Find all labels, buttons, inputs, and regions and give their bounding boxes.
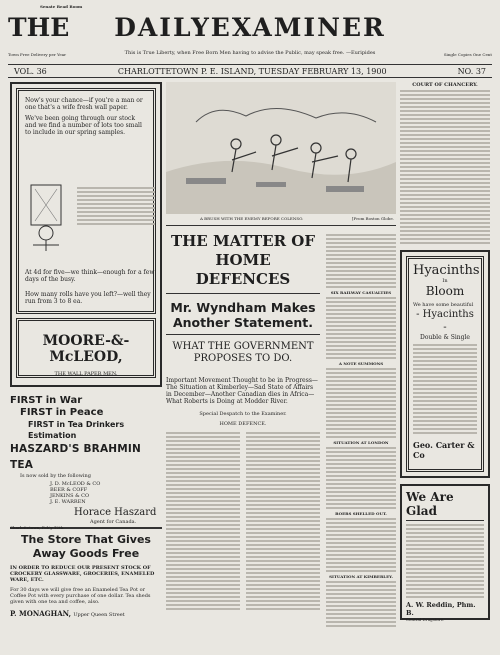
tea-agent-role: Agent for Canada. xyxy=(90,519,137,525)
tea-dealer: J. D. McLEOD & CO xyxy=(50,481,101,487)
tea-brand: HASZARD'S BRAHMIN TEA xyxy=(10,443,141,471)
main-summary: Important Movement Thought to be in Progress—The Situation at Kimberley—Sad State of Affairs in December—Another Canadian dies in Africa—What Roberts is Doing at Modder River. xyxy=(166,377,318,405)
hyacinths-ad xyxy=(400,250,490,478)
moore-mcleod-name-panel xyxy=(16,318,156,378)
glad-title: We Are Glad xyxy=(406,490,484,521)
masthead-motto: This is True Liberty, when Free Born Men having to advise the Public, may speak free. —Euripides xyxy=(124,50,376,56)
hyacinths-name: - Hyacinths - xyxy=(416,309,474,333)
store-owner: P. MONAGHAN, xyxy=(10,609,72,618)
news-heading-3: SITUATION AT LONDON xyxy=(333,440,389,445)
news-heading-4: BOERS SHELLED OUT. xyxy=(335,511,387,516)
ad-offer: At 4d for five—we think—enough for a few days of the busy. xyxy=(25,269,155,283)
wallpaper-panel xyxy=(16,88,156,314)
illustration-credit: [From Boston Globe. xyxy=(351,216,394,221)
store-signature xyxy=(10,609,162,618)
main-body-columns xyxy=(166,430,320,612)
moore-mcleod-ad xyxy=(10,82,162,387)
main-story xyxy=(166,232,320,612)
hyacinths-title: Hyacinths xyxy=(413,263,480,278)
dateline xyxy=(8,64,492,78)
ad-firm-tagline: THE WALL PAPER MEN. xyxy=(54,371,118,377)
tea-dealer: BEER & COFF xyxy=(50,487,88,493)
subscription-note: Town Free Delivery per Year xyxy=(8,52,67,57)
hyacinths-in: In xyxy=(442,278,448,284)
ad-how: How many rolls have you left?—well they run from 3 to 8 ea. xyxy=(25,291,151,305)
masthead-the: THE xyxy=(8,13,70,42)
tea-dealer: J. E. WARREN xyxy=(50,499,86,505)
hyacinths-text xyxy=(413,344,477,434)
ad-intro: Now's your chance—if you're a man or one that's a wife fresh wall paper. xyxy=(25,97,143,111)
motto-attribution: Euripides xyxy=(350,50,376,56)
store-headline-2: Away Goods Free xyxy=(32,547,140,560)
paper-hanger-illustration xyxy=(23,183,71,253)
monaghan-store-ad xyxy=(10,527,162,655)
glad-role: Central Drugstore. xyxy=(406,617,445,622)
news-heading-5: SITUATION AT KIMBERLEY. xyxy=(329,574,393,579)
illustration-caption: A BRUSH WITH THE ENEMY BEFORE COLENSO. xyxy=(200,216,304,221)
news-text-a xyxy=(326,234,396,288)
section-home-defence: HOME DEFENCE. xyxy=(219,421,267,427)
tea-agent: Horace Haszard xyxy=(74,507,157,518)
left-column xyxy=(10,82,162,655)
tea-sold-by: Is now sold by the following xyxy=(20,473,91,479)
hyacinths-bloom: Bloom xyxy=(425,284,465,298)
motto-text: This is True Liberty, when Free Born Men having to advise the Public, may speak free. xyxy=(124,50,345,56)
court-of-chancery-heading: COURT OF CHANCERY. xyxy=(412,82,478,88)
city: CHARLOTTETOWN P. E. ISLAND, xyxy=(117,66,257,76)
news-heading-2: A NOTE SUMMONS xyxy=(338,361,384,366)
body-column-2 xyxy=(246,430,320,612)
news-text-c xyxy=(326,368,396,438)
hyacinths-inner-frame xyxy=(406,256,484,472)
hyacinths-style: Double & Single xyxy=(420,334,470,341)
issue-number: NO. 37 xyxy=(457,66,486,76)
news-heading-1: SIX RAILWAY CASUALTIES xyxy=(330,290,392,295)
ad-body: We've been going through our stock and we find a number of lots too small to include in our spring samples. xyxy=(25,115,142,136)
hyacinths-pitch: We have some beautiful xyxy=(413,302,474,308)
dateline-place xyxy=(118,67,387,76)
main-headline: THE MATTER OF HOME DEFENCES xyxy=(166,232,320,294)
issue-date: TUESDAY FEBRUARY 13, 1900 xyxy=(258,66,387,76)
ad-firm-name: MOORE-&-McLEOD, xyxy=(42,333,130,365)
store-address: Upper Queen Street xyxy=(73,612,125,618)
news-text-f xyxy=(326,581,396,627)
battle-illustration xyxy=(166,82,396,214)
tea-line-1: FIRST in War xyxy=(10,395,83,406)
right-column xyxy=(400,82,490,620)
tea-dealer: JENKINS & CO xyxy=(50,493,90,499)
tea-line-2: FIRST in Peace xyxy=(20,407,104,418)
center-columns xyxy=(166,82,396,579)
news-text-d xyxy=(326,447,396,509)
single-copy-note: Single Copies One Cent xyxy=(443,52,492,57)
main-deck-1: Mr. Wyndham Makes Another Statement. xyxy=(166,300,320,335)
chancery-notice-text xyxy=(400,88,490,246)
tea-dealer-list xyxy=(10,481,162,505)
store-offer: For 30 days we will give free an Enameled Tea Pot or Coffee Pot with every purchase of one dollar. Tea sheds given with one tea and coffee, also. xyxy=(10,587,151,605)
reddin-drug-ad xyxy=(400,484,490,620)
main-deck-2: WHAT THE GOVERNMENT PROPOSES TO DO. xyxy=(172,341,314,364)
haszard-tea-ad xyxy=(10,395,162,530)
body-column-1 xyxy=(166,430,240,612)
store-headline-1: The Store That Gives xyxy=(21,533,151,546)
special-despatch: Special Despatch to the Examiner. xyxy=(199,411,287,417)
war-news-column xyxy=(326,232,396,629)
glad-text xyxy=(406,524,484,598)
hyacinths-signature: Geo. Carter & Co xyxy=(413,440,475,460)
glad-signature: A. W. Reddin, Phm. B. xyxy=(406,601,476,617)
masthead-title: DAILYEXAMINER xyxy=(114,13,386,42)
ad-text-block xyxy=(77,185,155,227)
store-subline: IN ORDER TO REDUCE OUR PRESENT STOCK OF CROCKERY GLASSWARE, GROCERIES, ENAMELED WARE, ETC. xyxy=(10,565,155,583)
top-left-note: Senate Read Room xyxy=(40,4,83,9)
news-text-b xyxy=(326,297,396,359)
tea-line-3: FIRST in Tea Drinkers Estimation xyxy=(28,420,125,440)
illustration-block xyxy=(166,82,396,226)
volume: VOL. 36 xyxy=(14,66,47,76)
news-text-e xyxy=(326,518,396,572)
tea-place: Charlottetown, Feb'y 12th. xyxy=(10,525,65,530)
